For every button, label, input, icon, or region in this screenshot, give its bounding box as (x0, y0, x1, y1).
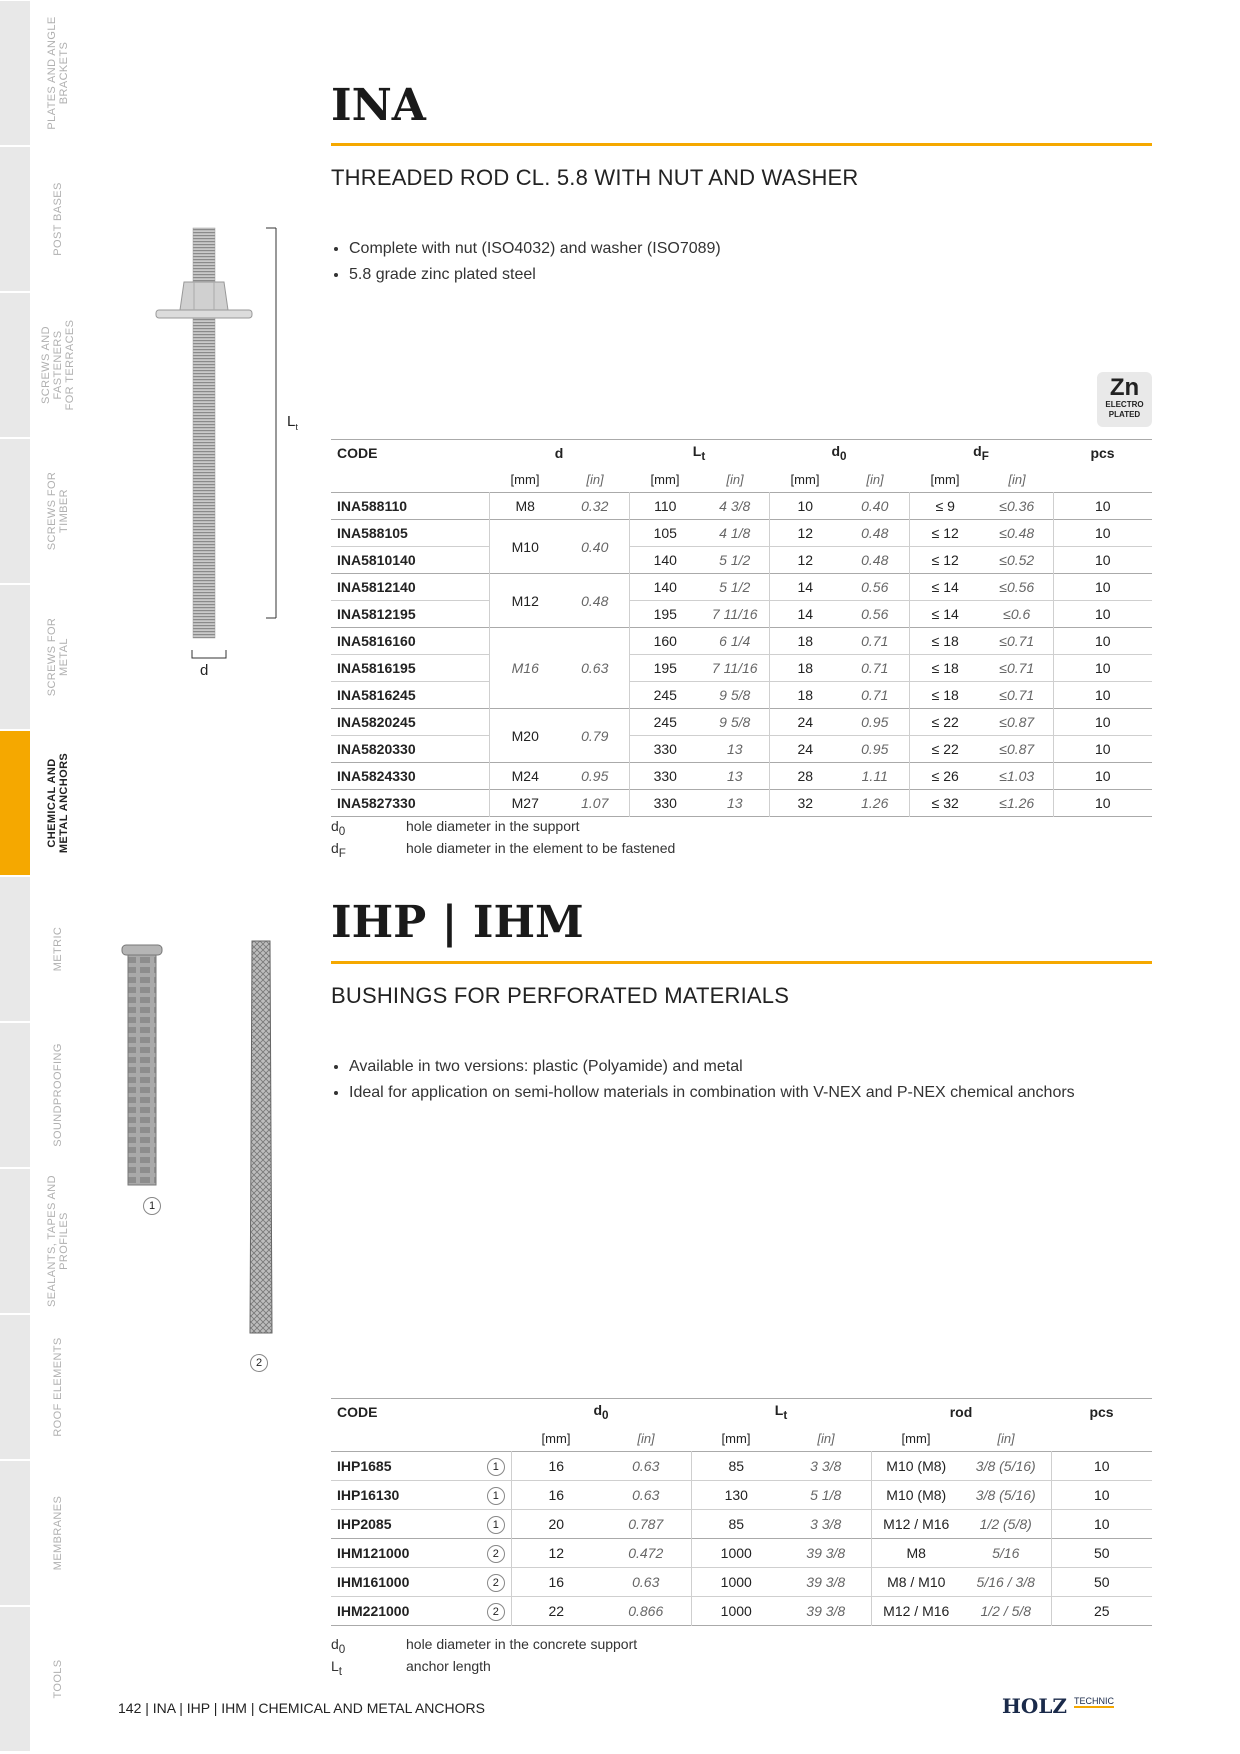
version-marker: 1 (487, 1516, 505, 1534)
d0-in-cell: 0.71 (841, 682, 909, 709)
d-mm-cell: M24 (511, 768, 539, 784)
lt-in-cell: 5 1/8 (781, 1481, 871, 1510)
rod-mm-cell: M10 (M8) (886, 1487, 947, 1503)
d-mm-cell: M20 (511, 727, 539, 744)
d0-mm-cell: 24 (797, 714, 814, 730)
d0-in-cell: 1.26 (841, 790, 909, 817)
version-cell (481, 1568, 511, 1597)
d0-mm-cell: 24 (797, 741, 814, 757)
d0-mm-cell: 18 (797, 633, 814, 649)
df-in-cell: ≤1.03 (981, 763, 1053, 790)
code-cell: IHM121000 (337, 1545, 410, 1561)
sidebar (0, 0, 30, 1754)
ina-bullet: • Complete with nut (ISO4032) and washer (ISO7089) (349, 236, 721, 262)
lt-mm-cell: 85 (728, 1516, 745, 1532)
lt-in-cell: 13 (701, 763, 769, 790)
d-in-cell: 0.48 (561, 574, 629, 628)
table-row (331, 1539, 1152, 1568)
df-in-cell: ≤0.87 (981, 709, 1053, 736)
table-row (331, 574, 1152, 601)
code-cell: IHP16130 (337, 1487, 400, 1503)
table-row (331, 628, 1152, 655)
ina-notes (331, 818, 675, 862)
table-row (331, 709, 1152, 736)
col-lt: $L_t$ (692, 443, 706, 463)
d-in-cell: 0.32 (561, 493, 629, 520)
sidebar-tab-label[interactable]: PLATES AND ANGLE BRACKETS (46, 16, 70, 130)
unit-mm: [mm] (901, 1430, 931, 1446)
unit-in: [in] (1008, 471, 1026, 487)
ihp-bullet: • Available in two versions: plastic (Polyamide) and metal (349, 1054, 1075, 1080)
table-row (331, 736, 1152, 763)
pcs-cell: 10 (1094, 498, 1111, 514)
table-row (331, 547, 1152, 574)
rod-in-cell: 1/2 / 5/8 (961, 1597, 1051, 1626)
lt-mm-cell: 85 (728, 1458, 745, 1474)
d-mm-cell: M10 (511, 538, 539, 555)
d0-in-cell: 0.48 (841, 520, 909, 547)
df-in-cell: ≤1.26 (981, 790, 1053, 817)
sidebar-tab[interactable] (0, 147, 30, 291)
lt-in-cell: 6 1/4 (701, 628, 769, 655)
ina-subtitle: THREADED ROD CL. 5.8 WITH NUT AND WASHER (331, 165, 859, 190)
d0-in-cell: 0.472 (601, 1539, 691, 1568)
table-row (331, 763, 1152, 790)
code-cell: INA588105 (331, 520, 489, 547)
lt-in-cell: 13 (701, 736, 769, 763)
badge-line1: ELECTRO (1105, 400, 1144, 409)
pcs-cell: 25 (1093, 1603, 1110, 1619)
d0-mm-cell: 10 (797, 498, 814, 514)
table-row (331, 1510, 1152, 1539)
ihp-bullet: • Ideal for application on semi-hollow materials in combination with V-NEX and P-NEX chemical anchors (349, 1080, 1075, 1106)
lt-in-cell: 9 5/8 (701, 682, 769, 709)
pcs-cell: 10 (1093, 1516, 1110, 1532)
ihp-title: IHP | IHM (331, 897, 584, 948)
ihp-notes (331, 1636, 637, 1680)
sidebar-tab[interactable] (0, 877, 30, 1021)
d0-mm-cell: 12 (797, 525, 814, 541)
pcs-cell: 10 (1094, 687, 1111, 703)
df-in-cell: ≤0.71 (981, 628, 1053, 655)
ina-table (331, 439, 1152, 817)
sidebar-tab-label[interactable]: SOUNDPROOFING (52, 1043, 64, 1147)
threaded-rod-image (140, 220, 310, 680)
sidebar-tab-label[interactable]: METRIC (52, 926, 64, 972)
table-row (331, 1568, 1152, 1597)
code-cell: IHP1685 (337, 1458, 392, 1474)
pcs-cell: 10 (1094, 633, 1111, 649)
df-in-cell: ≤0.36 (981, 493, 1053, 520)
pcs-cell: 10 (1094, 660, 1111, 676)
sidebar-tab-label[interactable]: SEALANTS, TAPES AND PROFILES (46, 1175, 70, 1307)
df-in-cell: ≤0.71 (981, 655, 1053, 682)
d0-mm-cell: 14 (797, 606, 814, 622)
df-mm-cell: ≤ 26 (931, 768, 959, 784)
sidebar-tab[interactable] (0, 585, 30, 729)
df-in-cell: ≤0.52 (981, 547, 1053, 574)
unit-in: [in] (726, 471, 744, 487)
unit-in: [in] (997, 1430, 1015, 1446)
version-cell (481, 1510, 511, 1539)
code-cell: IHP2085 (337, 1516, 392, 1532)
sidebar-tab[interactable] (0, 1607, 30, 1751)
sidebar-tab-label[interactable]: CHEMICAL AND METAL ANCHORS (46, 752, 70, 854)
page-footer: 142 | INA | IHP | IHM | CHEMICAL AND METAL ANCHORS (118, 1700, 485, 1716)
rod-in-cell: 5/16 / 3/8 (961, 1568, 1051, 1597)
unit-mm: [mm] (541, 1430, 571, 1446)
lt-in-cell: 7 11/16 (701, 655, 769, 682)
pcs-cell: 10 (1094, 552, 1111, 568)
d0-in-cell: 0.787 (601, 1510, 691, 1539)
sidebar-tab[interactable] (0, 439, 30, 583)
note-d0: $d_0$ hole diameter in the concrete support (331, 1636, 638, 1656)
note-d0: $d_0$ hole diameter in the support (331, 818, 580, 838)
ina-bullet: • 5.8 grade zinc plated steel (349, 262, 721, 288)
lt-mm-cell: 330 (653, 795, 677, 811)
version-marker: 2 (487, 1603, 505, 1621)
d0-in-cell: 1.11 (841, 763, 909, 790)
code-cell: IHM161000 (337, 1574, 410, 1590)
lt-in-cell: 39 3/8 (781, 1539, 871, 1568)
pcs-cell: 10 (1094, 606, 1111, 622)
col-pcs: pcs (1089, 1404, 1114, 1420)
code-cell: INA5812140 (331, 574, 489, 601)
lt-in-cell: 4 1/8 (701, 520, 769, 547)
ihp-subtitle: BUSHINGS FOR PERFORATED MATERIALS (331, 983, 790, 1008)
df-in-cell: ≤0.71 (981, 682, 1053, 709)
d-mm-cell: M16 (511, 660, 539, 676)
d0-in-cell: 0.40 (841, 493, 909, 520)
df-mm-cell: ≤ 12 (931, 552, 959, 568)
ihp-title-rule (331, 961, 1152, 964)
df-mm-cell: ≤ 12 (931, 525, 959, 541)
sidebar-tab[interactable] (0, 293, 30, 437)
d0-mm-cell: 16 (548, 1458, 565, 1474)
d0-mm-cell: 18 (797, 687, 814, 703)
pcs-cell: 10 (1094, 579, 1111, 595)
lt-in-cell: 9 5/8 (701, 709, 769, 736)
sidebar-tab[interactable] (0, 1315, 30, 1459)
code-cell: INA5812195 (331, 601, 489, 628)
df-in-cell: ≤0.6 (981, 601, 1053, 628)
df-mm-cell: ≤ 9 (935, 498, 955, 514)
table-row (331, 601, 1152, 628)
unit-in: [in] (586, 471, 604, 487)
lt-mm-cell: 1000 (720, 1545, 752, 1561)
d-in-cell: 0.40 (561, 520, 629, 574)
col-d0: $d_0$ (831, 443, 847, 463)
note-lt: $L_t$ anchor length (331, 1657, 491, 1678)
footer-text: INA | IHP | IHM | CHEMICAL AND METAL ANCHORS (152, 1700, 485, 1716)
col-df: $d_F$ (973, 443, 989, 463)
lt-mm-cell: 130 (724, 1487, 748, 1503)
d0-in-cell: 0.56 (841, 574, 909, 601)
code-cell: INA5816245 (331, 682, 489, 709)
d0-in-cell: 0.56 (841, 601, 909, 628)
df-in-cell: ≤0.56 (981, 574, 1053, 601)
code-cell: INA5810140 (331, 547, 489, 574)
lt-in-cell: 5 1/2 (701, 574, 769, 601)
rod-in-cell: 3/8 (5/16) (961, 1452, 1051, 1481)
version-cell (481, 1539, 511, 1568)
unit-mm: [mm] (510, 471, 540, 487)
unit-in: [in] (817, 1430, 835, 1446)
col-rod: rod (949, 1404, 973, 1420)
diameter-label: d (200, 662, 209, 679)
lt-mm-cell: 105 (653, 525, 677, 541)
rod-mm-cell: M10 (M8) (886, 1458, 947, 1474)
d0-in-cell: 0.48 (841, 547, 909, 574)
sidebar-tab-label[interactable]: SCREWS FOR TIMBER (46, 471, 70, 551)
pcs-cell: 10 (1094, 525, 1111, 541)
lt-mm-cell: 140 (653, 579, 677, 595)
col-d0: $d_0$ (593, 1402, 609, 1422)
table-row (331, 1481, 1152, 1510)
sidebar-tab[interactable] (0, 731, 30, 875)
d0-mm-cell: 18 (797, 660, 814, 676)
rod-in-cell: 5/16 (961, 1539, 1051, 1568)
table-row (331, 682, 1152, 709)
df-mm-cell: ≤ 18 (931, 687, 959, 703)
rod-mm-cell: M12 / M16 (883, 1603, 950, 1619)
d0-mm-cell: 20 (548, 1516, 565, 1532)
lt-mm-cell: 245 (653, 687, 677, 703)
note-df: $d_F$ hole diameter in the element to be fastened (331, 839, 676, 860)
d0-in-cell: 0.71 (841, 655, 909, 682)
sidebar-tab[interactable] (0, 1023, 30, 1167)
sidebar-tab-label[interactable]: ROOF ELEMENTS (52, 1337, 64, 1437)
code-cell: INA5820245 (331, 709, 489, 736)
lt-mm-cell: 195 (653, 660, 677, 676)
code-cell: INA5816195 (331, 655, 489, 682)
df-mm-cell: ≤ 22 (931, 741, 959, 757)
d0-mm-cell: 32 (797, 795, 814, 811)
holz-technic-logo: HOLZ $^{TECHNIC}$ (1002, 1694, 1114, 1718)
df-mm-cell: ≤ 32 (931, 795, 959, 811)
col-code: CODE (337, 1404, 378, 1420)
table-row (331, 655, 1152, 682)
d0-mm-cell: 12 (797, 552, 814, 568)
d0-in-cell: 0.95 (841, 736, 909, 763)
pcs-cell: 10 (1093, 1458, 1110, 1474)
sidebar-tab-label[interactable]: POST BASES (52, 182, 64, 256)
code-cell: IHM221000 (337, 1603, 410, 1619)
table-row (331, 1452, 1152, 1481)
ina-title-rule (331, 143, 1152, 146)
badge-symbol: Zn (1109, 374, 1140, 401)
col-lt: $L_t$ (774, 1402, 788, 1422)
d0-mm-cell: 28 (797, 768, 814, 784)
col-d: d (554, 445, 564, 461)
pcs-cell: 10 (1094, 768, 1111, 784)
rod-mm-cell: M8 / M10 (887, 1574, 946, 1590)
code-cell: INA5820330 (331, 736, 489, 763)
table-row (331, 1597, 1152, 1626)
length-label: $L_t$ (287, 413, 298, 432)
lt-in-cell: 13 (701, 790, 769, 817)
d0-in-cell: 0.71 (841, 628, 909, 655)
rod-in-cell: 3/8 (5/16) (961, 1481, 1051, 1510)
lt-in-cell: 4 3/8 (701, 493, 769, 520)
bushing-1-marker: 1 (143, 1196, 161, 1215)
badge-line2: PLATED (1108, 410, 1141, 419)
code-cell: INA588110 (331, 493, 489, 520)
table-row (331, 493, 1152, 520)
d-in-cell: 0.95 (561, 763, 629, 790)
sidebar-tab[interactable] (0, 1, 30, 145)
lt-mm-cell: 330 (653, 768, 677, 784)
ihp-table (331, 1398, 1152, 1626)
pcs-cell: 10 (1094, 741, 1111, 757)
d0-mm-cell: 16 (548, 1487, 565, 1503)
lt-mm-cell: 160 (653, 633, 677, 649)
rod-mm-cell: M12 / M16 (883, 1516, 950, 1532)
version-marker: 1 (487, 1487, 505, 1505)
lt-mm-cell: 110 (654, 498, 677, 514)
lt-in-cell: 39 3/8 (781, 1568, 871, 1597)
df-in-cell: ≤0.87 (981, 736, 1053, 763)
lt-in-cell: 7 11/16 (701, 601, 769, 628)
d0-in-cell: 0.866 (601, 1597, 691, 1626)
d-mm-cell: M27 (511, 795, 539, 811)
bushings-image (110, 935, 290, 1355)
d0-mm-cell: 12 (548, 1545, 565, 1561)
sidebar-tab-label[interactable]: SCREWS FOR METAL (46, 617, 70, 697)
lt-in-cell: 39 3/8 (781, 1597, 871, 1626)
pcs-cell: 10 (1094, 714, 1111, 730)
version-cell (481, 1481, 511, 1510)
code-cell: INA5824330 (331, 763, 489, 790)
df-mm-cell: ≤ 18 (931, 660, 959, 676)
lt-mm-cell: 245 (653, 714, 677, 730)
page-number: 142 (118, 1700, 142, 1716)
df-in-cell: ≤0.48 (981, 520, 1053, 547)
unit-mm: [mm] (721, 1430, 751, 1446)
version-marker: 2 (487, 1574, 505, 1592)
d-in-cell: 0.79 (561, 709, 629, 763)
d-in-cell: 1.07 (561, 790, 629, 817)
unit-in: [in] (637, 1430, 655, 1446)
pcs-cell: 10 (1093, 1487, 1110, 1503)
table-row (331, 790, 1152, 817)
df-mm-cell: ≤ 18 (931, 633, 959, 649)
pcs-cell: 50 (1093, 1545, 1110, 1561)
unit-in: [in] (866, 471, 884, 487)
zn-electroplated-badge (1097, 372, 1152, 427)
col-pcs: pcs (1090, 445, 1115, 461)
df-mm-cell: ≤ 14 (931, 579, 959, 595)
d-in-cell: 0.63 (561, 628, 629, 709)
code-cell: INA5816160 (331, 628, 489, 655)
version-marker: 1 (487, 1458, 505, 1476)
d-mm-cell: M8 (515, 498, 535, 514)
rod-mm-cell: M8 (906, 1545, 926, 1561)
lt-mm-cell: 1000 (720, 1603, 752, 1619)
version-cell (481, 1452, 511, 1481)
lt-mm-cell: 1000 (720, 1574, 752, 1590)
d0-mm-cell: 16 (548, 1574, 565, 1590)
unit-mm: [mm] (650, 471, 680, 487)
lt-mm-cell: 140 (653, 552, 677, 568)
version-marker: 2 (487, 1545, 505, 1563)
ihp-bullets (331, 1054, 1075, 1106)
sidebar-tab-label[interactable]: SCREWS AND FASTENERS FOR TERRACES (40, 319, 76, 411)
sidebar-tab-label[interactable]: MEMBRANES (52, 1495, 64, 1571)
df-mm-cell: ≤ 22 (931, 714, 959, 730)
col-code: CODE (337, 445, 378, 461)
lt-mm-cell: 330 (653, 741, 677, 757)
d0-in-cell: 0.63 (601, 1481, 691, 1510)
d0-mm-cell: 22 (548, 1603, 565, 1619)
d-mm-cell: M12 (511, 592, 539, 609)
df-mm-cell: ≤ 14 (931, 606, 959, 622)
rod-in-cell: 1/2 (5/8) (961, 1510, 1051, 1539)
lt-in-cell: 5 1/2 (701, 547, 769, 574)
code-cell: INA5827330 (331, 790, 489, 817)
bushing-2-marker: 2 (250, 1353, 268, 1372)
lt-mm-cell: 195 (653, 606, 677, 622)
unit-mm: [mm] (790, 471, 820, 487)
sidebar-tab[interactable] (0, 1461, 30, 1605)
table-row (331, 520, 1152, 547)
pcs-cell: 50 (1093, 1574, 1110, 1590)
pcs-cell: 10 (1094, 795, 1111, 811)
lt-in-cell: 3 3/8 (781, 1510, 871, 1539)
version-cell (481, 1597, 511, 1626)
ina-title: INA (331, 80, 426, 131)
lt-in-cell: 3 3/8 (781, 1452, 871, 1481)
d0-mm-cell: 14 (797, 579, 814, 595)
d0-in-cell: 0.63 (601, 1452, 691, 1481)
ina-bullets (331, 236, 721, 288)
unit-mm: [mm] (930, 471, 960, 487)
d0-in-cell: 0.95 (841, 709, 909, 736)
sidebar-tab-label[interactable]: TOOLS (52, 1659, 64, 1699)
d0-in-cell: 0.63 (601, 1568, 691, 1597)
sidebar-tab[interactable] (0, 1169, 30, 1313)
